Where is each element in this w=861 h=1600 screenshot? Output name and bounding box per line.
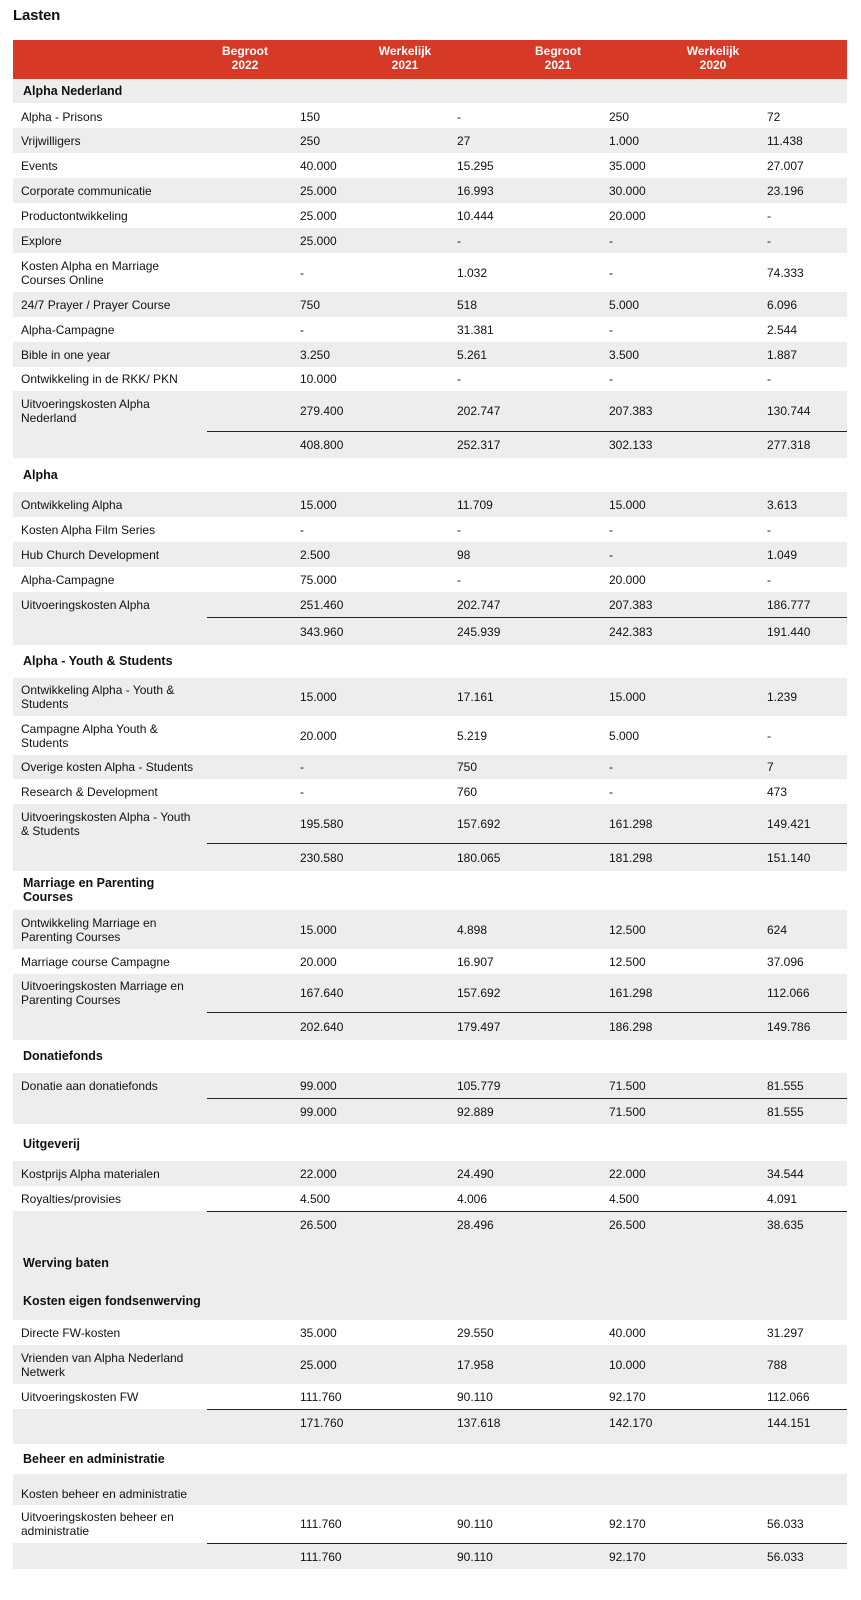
value-cell: 16.907 — [457, 954, 494, 969]
value-cell: 10.444 — [457, 208, 494, 223]
value-cell: 11.709 — [457, 497, 493, 512]
value-cell: 4.006 — [457, 1191, 488, 1206]
value-cell: 5.261 — [457, 347, 488, 362]
value-cell: 3.500 — [609, 347, 640, 362]
section-header — [13, 1444, 847, 1474]
value-cell: 16.993 — [457, 183, 494, 198]
table-row — [13, 1345, 847, 1384]
value-cell: 90.110 — [457, 1517, 493, 1531]
value-cell: 157.692 — [457, 816, 501, 831]
table-row — [13, 542, 847, 567]
value-cell: 29.550 — [457, 1325, 494, 1340]
table-row — [13, 366, 847, 391]
total-row — [13, 431, 847, 458]
value-cell: - — [609, 371, 613, 386]
table-row — [13, 716, 847, 755]
value-cell: 40.000 — [300, 158, 337, 173]
value-cell: 161.298 — [609, 986, 653, 1000]
value-cell: 56.033 — [767, 1517, 804, 1531]
table-row — [13, 253, 847, 292]
value-cell: 5.000 — [609, 297, 640, 312]
value-cell: - — [457, 109, 461, 124]
section-title: Alpha — [23, 467, 58, 482]
value-cell: 92.170 — [609, 1517, 646, 1531]
value-cell: 12.500 — [609, 922, 646, 937]
value-cell: 24.490 — [457, 1166, 494, 1181]
header-col-1: Begroot 2022 — [222, 44, 268, 72]
value-cell: 137.618 — [457, 1415, 501, 1430]
table-row — [13, 804, 847, 843]
value-cell: 251.460 — [300, 597, 344, 612]
value-cell: - — [609, 233, 613, 248]
row-label: Bible in one year — [21, 347, 111, 362]
value-cell: 750 — [457, 760, 478, 774]
total-row — [13, 1211, 847, 1238]
value-cell: 179.497 — [457, 1019, 501, 1034]
value-cell: 252.317 — [457, 438, 501, 452]
value-cell: - — [300, 522, 304, 537]
value-cell: 15.000 — [609, 690, 646, 704]
table-header — [13, 40, 847, 79]
row-label: Events — [21, 158, 58, 173]
value-cell: 230.580 — [300, 850, 344, 865]
value-cell: 408.800 — [300, 438, 344, 452]
section-title: Beheer en administratie — [23, 1452, 165, 1466]
row-label: Productontwikkeling — [21, 208, 128, 223]
table-row — [13, 317, 847, 342]
value-cell: 202.640 — [300, 1019, 344, 1034]
value-cell: 1.239 — [767, 690, 798, 704]
total-divider — [13, 1543, 207, 1544]
row-label: Vrijwilligers — [21, 133, 81, 148]
value-cell: 3.250 — [300, 347, 331, 362]
value-cell: 181.298 — [609, 850, 653, 865]
value-cell: 15.000 — [300, 690, 337, 704]
row-label: Kosten beheer en administratie — [21, 1486, 188, 1501]
row-label: Explore — [21, 233, 62, 248]
section-header — [13, 1282, 847, 1320]
row-label: Kosten Alpha en Marriage Courses Online — [21, 258, 160, 287]
value-cell: 72 — [767, 109, 781, 124]
value-cell: 17.161 — [457, 690, 494, 704]
table-row — [13, 949, 847, 974]
value-cell: - — [609, 547, 613, 562]
value-cell: 15.295 — [457, 158, 494, 173]
table-row — [13, 292, 847, 317]
value-cell: 2.500 — [300, 547, 331, 562]
row-label: Ontwikkeling Alpha - Youth & Students — [21, 683, 175, 711]
value-cell: 149.786 — [767, 1019, 811, 1034]
value-cell: 1.000 — [609, 133, 640, 148]
value-cell: 26.500 — [300, 1218, 337, 1232]
value-cell: 343.960 — [300, 624, 344, 639]
value-cell: 28.496 — [457, 1218, 494, 1232]
value-cell: 81.555 — [767, 1104, 804, 1119]
table-row — [13, 1161, 847, 1186]
total-divider — [13, 1012, 207, 1013]
value-cell: - — [767, 728, 771, 743]
section-header — [13, 457, 847, 492]
value-cell: - — [609, 760, 613, 774]
table-row — [13, 391, 847, 431]
value-cell: 242.383 — [609, 624, 653, 639]
value-cell: - — [457, 522, 461, 537]
value-cell: 22.000 — [300, 1166, 337, 1181]
value-cell: 111.760 — [300, 1517, 342, 1531]
value-cell: 7 — [767, 760, 774, 774]
page-title: Lasten — [13, 7, 61, 24]
value-cell: - — [609, 784, 613, 799]
total-row — [13, 1098, 847, 1124]
value-cell: 90.110 — [457, 1549, 493, 1564]
value-cell: - — [609, 522, 613, 537]
table-row — [13, 203, 847, 228]
table-row — [13, 592, 847, 617]
value-cell: 22.000 — [609, 1166, 646, 1181]
value-cell: 92.170 — [609, 1389, 646, 1404]
value-cell: 161.298 — [609, 816, 653, 831]
value-cell: 157.692 — [457, 986, 501, 1000]
value-cell: 4.898 — [457, 922, 488, 937]
value-cell: 250 — [300, 133, 321, 148]
value-cell: 30.000 — [609, 183, 646, 198]
value-cell: 17.958 — [457, 1357, 494, 1372]
row-label: Uitvoeringskosten beheer en administratie — [21, 1510, 174, 1538]
value-cell: 302.133 — [609, 438, 653, 452]
value-cell: 150 — [300, 109, 321, 124]
table-row — [13, 104, 847, 129]
value-cell: 71.500 — [609, 1078, 646, 1093]
value-cell: 167.640 — [300, 986, 344, 1000]
value-cell: 99.000 — [300, 1104, 337, 1119]
value-cell: 202.747 — [457, 597, 501, 612]
value-cell: 26.500 — [609, 1218, 646, 1232]
value-cell: - — [300, 265, 304, 280]
value-cell: 12.500 — [609, 954, 646, 969]
row-label: Uitvoeringskosten Alpha Nederland — [21, 397, 150, 425]
row-label: Hub Church Development — [21, 547, 160, 562]
total-divider — [13, 843, 207, 844]
value-cell: 5.219 — [457, 728, 488, 743]
row-label: Campagne Alpha Youth & Students — [21, 721, 158, 750]
value-cell: - — [767, 233, 771, 248]
value-cell: 20.000 — [609, 572, 646, 587]
value-cell: 788 — [767, 1357, 788, 1372]
table-row — [13, 178, 847, 203]
section-title: Marriage en Parenting Courses — [23, 876, 155, 904]
total-divider — [13, 1098, 207, 1099]
value-cell: 202.747 — [457, 404, 501, 418]
row-label: Overige kosten Alpha - Students — [21, 760, 194, 774]
table-row — [13, 1482, 847, 1505]
header-col-4: Werkelijk 2020 — [686, 44, 740, 72]
value-cell: 31.297 — [767, 1325, 804, 1340]
value-cell: - — [767, 371, 771, 386]
section-title: Alpha - Youth & Students — [23, 654, 173, 668]
total-divider — [13, 1409, 207, 1410]
value-cell: - — [457, 233, 461, 248]
total-divider — [13, 617, 207, 618]
value-cell: 75.000 — [300, 572, 337, 587]
value-cell: 56.033 — [767, 1549, 804, 1564]
table-row — [13, 974, 847, 1012]
total-row — [13, 1012, 847, 1040]
value-cell: 90.110 — [457, 1389, 493, 1404]
table-row — [13, 153, 847, 178]
section-separator — [13, 1274, 847, 1282]
value-cell: 25.000 — [300, 1357, 337, 1372]
value-cell: 277.318 — [767, 438, 811, 452]
value-cell: 37.096 — [767, 954, 804, 969]
value-cell: 149.421 — [767, 816, 811, 831]
value-cell: 760 — [457, 784, 478, 799]
value-cell: 130.744 — [767, 404, 811, 418]
table-row — [13, 128, 847, 153]
section-separator — [13, 1434, 847, 1444]
total-divider — [13, 1211, 207, 1212]
table-row — [13, 517, 847, 542]
row-label: Research & Development — [21, 784, 158, 799]
value-cell: - — [300, 322, 304, 337]
row-label: Uitvoeringskosten Marriage en Parenting Courses — [21, 979, 184, 1007]
value-cell: 6.096 — [767, 297, 798, 312]
value-cell: 71.500 — [609, 1104, 646, 1119]
value-cell: 195.580 — [300, 816, 344, 831]
value-cell: - — [767, 522, 771, 537]
value-cell: 151.140 — [767, 850, 811, 865]
table-row — [13, 567, 847, 592]
value-cell: 142.170 — [609, 1415, 653, 1430]
section-separator — [13, 1236, 847, 1244]
table-row — [13, 228, 847, 253]
value-cell: 34.544 — [767, 1166, 804, 1181]
row-label: Donatie aan donatiefonds — [21, 1078, 158, 1093]
row-label: Alpha - Prisons — [21, 109, 103, 124]
row-label: Uitvoeringskosten Alpha - Youth & Students — [21, 809, 191, 838]
section-header — [13, 644, 847, 678]
value-cell: 27.007 — [767, 158, 804, 173]
value-cell: 473 — [767, 784, 788, 799]
value-cell: - — [457, 572, 461, 587]
value-cell: 207.383 — [609, 597, 653, 612]
section-header — [13, 79, 847, 103]
total-row — [13, 843, 847, 871]
value-cell: 27 — [457, 133, 471, 148]
value-cell: 98 — [457, 547, 471, 562]
section-title: Uitgeverij — [23, 1136, 80, 1151]
value-cell: 15.000 — [609, 497, 646, 512]
value-cell: 112.066 — [767, 1389, 810, 1404]
section-header — [13, 1039, 847, 1073]
value-cell: 111.760 — [300, 1389, 342, 1404]
value-cell: - — [767, 208, 771, 223]
table-row — [13, 678, 847, 716]
section-header — [13, 1126, 847, 1161]
header-col-3: Begroot 2021 — [535, 44, 581, 72]
total-row — [13, 1543, 847, 1569]
table-row — [13, 1073, 847, 1098]
value-cell: 191.440 — [767, 624, 811, 639]
section-title: Werving baten — [23, 1256, 109, 1270]
table-row — [13, 1505, 847, 1543]
value-cell: 518 — [457, 297, 478, 312]
value-cell: 180.065 — [457, 850, 501, 865]
value-cell: 74.333 — [767, 265, 804, 280]
row-label: Kosten Alpha Film Series — [21, 522, 156, 537]
value-cell: 207.383 — [609, 404, 653, 418]
value-cell: - — [767, 572, 771, 587]
value-cell: 750 — [300, 297, 321, 312]
value-cell: 4.500 — [300, 1191, 331, 1206]
row-label: Alpha-Campagne — [21, 322, 115, 337]
value-cell: 20.000 — [300, 954, 337, 969]
value-cell: 10.000 — [609, 1357, 646, 1372]
value-cell: 5.000 — [609, 728, 640, 743]
value-cell: 20.000 — [609, 208, 646, 223]
row-label: Ontwikkeling in de RKK/ PKN — [21, 371, 178, 386]
value-cell: 92.889 — [457, 1104, 494, 1119]
value-cell: - — [609, 322, 613, 337]
value-cell: 3.613 — [767, 497, 798, 512]
value-cell: 1.049 — [767, 547, 798, 562]
row-label: Kostprijs Alpha materialen — [21, 1166, 160, 1181]
value-cell: 2.544 — [767, 322, 798, 337]
value-cell: 1.032 — [457, 265, 488, 280]
value-cell: 20.000 — [300, 728, 337, 743]
value-cell: 144.151 — [767, 1415, 811, 1430]
value-cell: 245.939 — [457, 624, 501, 639]
section-title: Kosten eigen fondsenwerving — [23, 1294, 201, 1308]
value-cell: 31.381 — [457, 322, 494, 337]
value-cell: 105.779 — [457, 1078, 501, 1093]
value-cell: 112.066 — [767, 986, 810, 1000]
value-cell: 35.000 — [609, 158, 646, 173]
total-row — [13, 617, 847, 645]
value-cell: 40.000 — [609, 1325, 646, 1340]
value-cell: - — [457, 371, 461, 386]
total-divider — [13, 431, 207, 432]
row-label: Vrienden van Alpha Nederland Netwerk — [21, 1350, 184, 1379]
value-cell: 35.000 — [300, 1325, 337, 1340]
table-row — [13, 1186, 847, 1211]
value-cell: 250 — [609, 109, 630, 124]
value-cell: 25.000 — [300, 183, 337, 198]
row-label: Royalties/provisies — [21, 1191, 122, 1206]
value-cell: 624 — [767, 922, 788, 937]
table-row — [13, 779, 847, 804]
row-label: Uitvoeringskosten Alpha — [21, 597, 150, 612]
value-cell: 25.000 — [300, 208, 337, 223]
table-row — [13, 755, 847, 779]
value-cell: 111.760 — [300, 1549, 342, 1564]
value-cell: 4.091 — [767, 1191, 798, 1206]
header-col-2: Werkelijk 2021 — [378, 44, 432, 72]
total-row — [13, 1409, 847, 1435]
section-separator — [13, 1474, 847, 1482]
section-header — [13, 870, 847, 910]
table-row — [13, 1384, 847, 1409]
table-row — [13, 910, 847, 949]
value-cell: 38.635 — [767, 1218, 804, 1232]
section-title: Donatiefonds — [23, 1049, 103, 1063]
section-title: Alpha Nederland — [23, 84, 123, 98]
table-row — [13, 342, 847, 367]
value-cell: - — [609, 265, 613, 280]
row-label: Directe FW-kosten — [21, 1325, 121, 1340]
row-label: Alpha-Campagne — [21, 572, 115, 587]
value-cell: 15.000 — [300, 497, 337, 512]
row-label: 24/7 Prayer / Prayer Course — [21, 297, 171, 312]
row-label: Uitvoeringskosten FW — [21, 1389, 139, 1404]
value-cell: 279.400 — [300, 404, 344, 418]
value-cell: 171.760 — [300, 1415, 344, 1430]
value-cell: 10.000 — [300, 371, 337, 386]
value-cell: 4.500 — [609, 1191, 640, 1206]
table-row — [13, 492, 847, 517]
value-cell: 23.196 — [767, 183, 804, 198]
table-row — [13, 1320, 847, 1345]
value-cell: 99.000 — [300, 1078, 337, 1093]
value-cell: - — [300, 760, 304, 774]
row-label: Marriage course Campagne — [21, 954, 170, 969]
value-cell: 1.887 — [767, 347, 798, 362]
value-cell: 11.438 — [767, 133, 803, 148]
value-cell: - — [300, 784, 304, 799]
value-cell: 186.777 — [767, 597, 811, 612]
value-cell: 186.298 — [609, 1019, 653, 1034]
row-label: Ontwikkeling Alpha — [21, 497, 123, 512]
value-cell: 25.000 — [300, 233, 337, 248]
value-cell: 81.555 — [767, 1078, 804, 1093]
row-label: Corporate communicatie — [21, 183, 152, 198]
value-cell: 92.170 — [609, 1549, 646, 1564]
value-cell: 15.000 — [300, 922, 337, 937]
row-label: Ontwikkeling Marriage en Parenting Courses — [21, 915, 157, 944]
